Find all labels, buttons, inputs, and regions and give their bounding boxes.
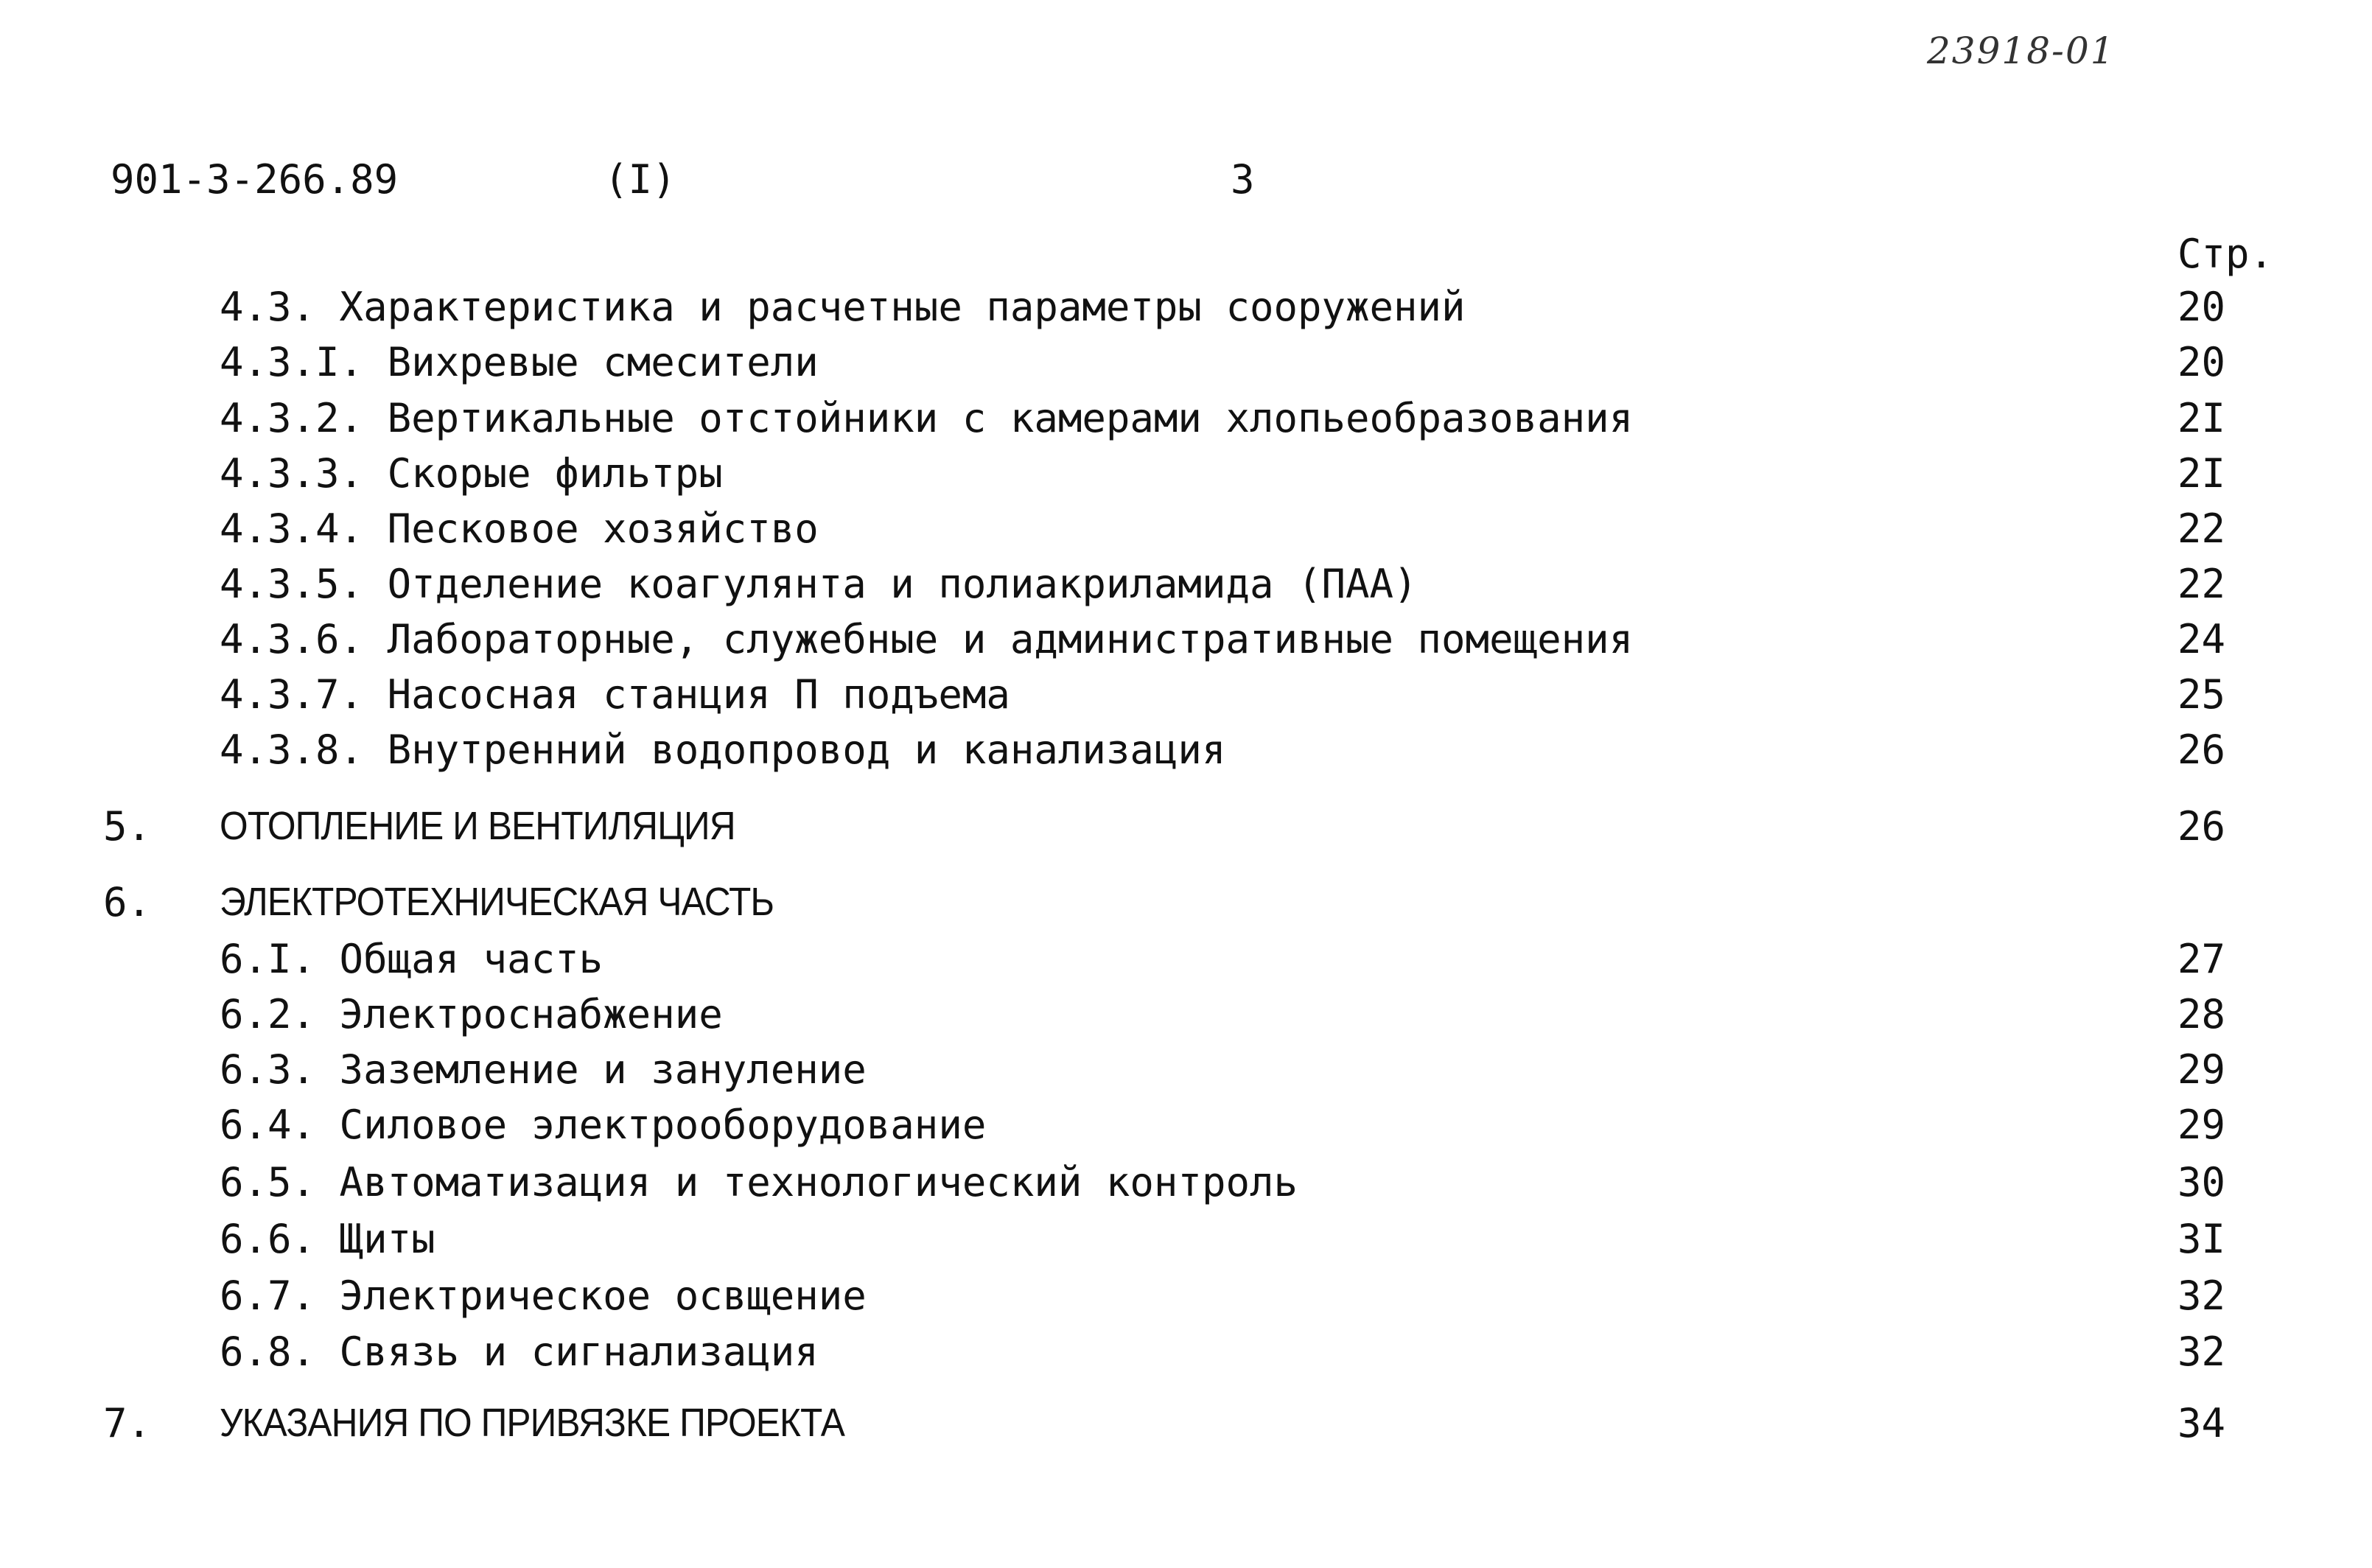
toc-row <box>0 991 2372 1043</box>
toc-title: 4.3.7. Насосная станция П подъема <box>220 671 1010 718</box>
toc-page: 20 <box>2177 339 2226 385</box>
toc-row <box>0 671 2372 723</box>
toc-row <box>0 727 2372 778</box>
toc-row <box>0 339 2372 391</box>
document-code: 901-3-266.89 <box>111 156 399 203</box>
toc-section-row <box>0 879 2372 931</box>
handwritten-inventory-number: 23918-01 <box>1927 29 2116 72</box>
toc-row <box>0 1329 2372 1380</box>
toc-page: 26 <box>2177 727 2226 773</box>
toc-row <box>0 616 2372 668</box>
toc-title: 6.6. Щиты <box>220 1216 435 1262</box>
toc-title: 6.3. Заземление и зануление <box>220 1046 867 1093</box>
toc-number: 6. <box>103 879 152 925</box>
toc-page: 32 <box>2177 1273 2226 1319</box>
toc-row <box>0 1102 2372 1153</box>
toc-row <box>0 1159 2372 1211</box>
toc-section-row <box>0 1400 2372 1452</box>
toc-row <box>0 1273 2372 1324</box>
toc-page: 22 <box>2177 561 2226 607</box>
page-column-label: Стр. <box>2177 231 2274 277</box>
toc-page: 30 <box>2177 1159 2226 1205</box>
toc-title: 4.3. Характеристика и расчетные параметры сооружений <box>220 284 1466 330</box>
toc-page: 34 <box>2177 1400 2226 1446</box>
toc-title: 4.3.3. Скорые фильтры <box>220 450 723 497</box>
toc-page: 2I <box>2177 450 2226 497</box>
toc-page: 32 <box>2177 1329 2226 1375</box>
toc-section-title: ЭЛЕКТРОТЕХНИЧЕСКАЯ ЧАСТЬ <box>220 880 774 924</box>
toc-page: 2I <box>2177 395 2226 441</box>
document-part: (I) <box>604 156 676 203</box>
toc-page: 28 <box>2177 991 2226 1037</box>
toc-section-row <box>0 803 2372 855</box>
toc-section-title: УКАЗАНИЯ ПО ПРИВЯЗКЕ ПРОЕКТА <box>220 1401 844 1445</box>
toc-row <box>0 395 2372 447</box>
toc-page: 20 <box>2177 284 2226 330</box>
toc-title: 4.3.5. Отделение коагулянта и полиакриламида (ПАА) <box>220 561 1418 607</box>
toc-page: 3I <box>2177 1216 2226 1262</box>
toc-section-title: ОТОПЛЕНИЕ И ВЕНТИЛЯЦИЯ <box>220 804 735 848</box>
toc-row <box>0 505 2372 557</box>
toc-page: 29 <box>2177 1102 2226 1148</box>
toc-row <box>0 936 2372 987</box>
toc-title: 6.2. Электроснабжение <box>220 991 723 1037</box>
toc-title: 4.3.6. Лабораторные, служебные и административные помещения <box>220 616 1634 662</box>
page-number: 3 <box>1231 156 1255 203</box>
toc-page: 26 <box>2177 803 2226 850</box>
toc-title: 6.I. Общая часть <box>220 936 604 982</box>
toc-page: 25 <box>2177 671 2226 718</box>
toc-row <box>0 561 2372 612</box>
toc-page: 29 <box>2177 1046 2226 1093</box>
toc-title: 4.3.4. Песковое хозяйство <box>220 505 819 552</box>
toc-title: 6.4. Силовое электрооборудование <box>220 1102 987 1148</box>
toc-row <box>0 450 2372 502</box>
toc-page: 27 <box>2177 936 2226 982</box>
toc-title: 6.7. Электрическое освщение <box>220 1273 867 1319</box>
toc-row <box>0 1046 2372 1098</box>
toc-title: 4.3.8. Внутренний водопровод и канализация <box>220 727 1226 773</box>
toc-number: 5. <box>103 803 152 850</box>
toc-title: 6.8. Связь и сигнализация <box>220 1329 819 1375</box>
toc-row <box>0 284 2372 335</box>
toc-title: 4.3.I. Вихревые смесители <box>220 339 819 385</box>
toc-page: 22 <box>2177 505 2226 552</box>
toc-number: 7. <box>103 1400 152 1446</box>
toc-page: 24 <box>2177 616 2226 662</box>
toc-row <box>0 1216 2372 1267</box>
toc-title: 4.3.2. Вертикальные отстойники с камерами хлопьеобразования <box>220 395 1634 441</box>
toc-title: 6.5. Автоматизация и технологический контроль <box>220 1159 1298 1205</box>
